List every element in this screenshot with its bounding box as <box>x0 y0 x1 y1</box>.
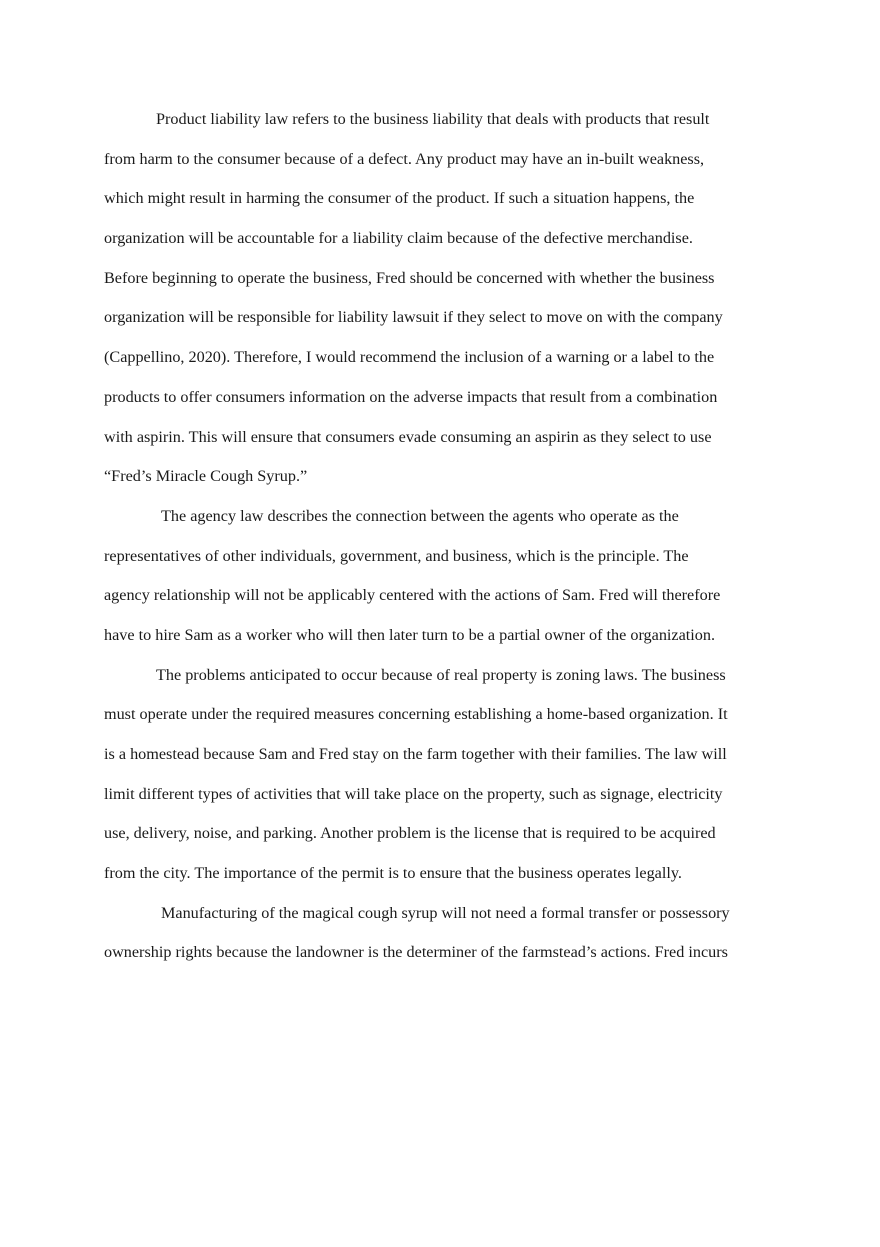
text-line: with aspirin. This will ensure that consumers evade consuming an aspirin as they select to use <box>104 427 712 446</box>
text-line: The agency law describes the connection between the agents who operate as the <box>161 506 679 525</box>
text-line: limit different types of activities that will take place on the property, such as signage, electricity <box>104 784 723 803</box>
text-line: from harm to the consumer because of a defect. Any product may have an in-built weakness, <box>104 149 705 168</box>
paragraph-agency-law <box>104 497 770 656</box>
paragraph-product-liability <box>104 100 770 497</box>
text-line: is a homestead because Sam and Fred stay on the farm together with their families. The law will <box>104 745 727 763</box>
text-line: “Fred’s Miracle Cough Syrup.” <box>104 467 308 486</box>
text-line: organization will be accountable for a liability claim because of the defective merchandise. <box>104 229 693 248</box>
text-line: have to hire Sam as a worker who will then later turn to be a partial owner of the organization. <box>104 625 716 644</box>
document-body <box>104 100 770 973</box>
text-line: Before beginning to operate the business, Fred should be concerned with whether the business <box>104 268 715 287</box>
text-line: agency relationship will not be applicably centered with the actions of Sam. Fred will therefore <box>104 586 721 605</box>
text-line: (Cappellino, 2020). Therefore, I would recommend the inclusion of a warning or a label to the <box>104 348 715 367</box>
text-line: products to offer consumers information on the adverse impacts that result from a combination <box>104 387 718 406</box>
text-line: Manufacturing of the magical cough syrup will not need a formal transfer or possessory <box>161 903 730 922</box>
text-line: from the city. The importance of the permit is to ensure that the business operates legally. <box>104 864 682 883</box>
text-line: which might result in harming the consumer of the product. If such a situation happens, the <box>104 189 695 208</box>
paragraph-real-property <box>104 656 770 894</box>
text-line: use, delivery, noise, and parking. Another problem is the license that is required to be acquired <box>104 824 716 843</box>
text-line: ownership rights because the landowner is the determiner of the farmstead’s actions. Fred incurs <box>104 943 728 962</box>
text-line: must operate under the required measures concerning establishing a home-based organization. It <box>104 705 728 724</box>
text-line: The problems anticipated to occur because of real property is zoning laws. The business <box>156 665 726 684</box>
paragraph-manufacturing <box>104 894 770 973</box>
text-line: representatives of other individuals, government, and business, which is the principle. The <box>104 546 689 565</box>
text-line: organization will be responsible for liability lawsuit if they select to move on with the company <box>104 308 723 327</box>
text-line: Product liability law refers to the business liability that deals with products that result <box>156 110 710 128</box>
